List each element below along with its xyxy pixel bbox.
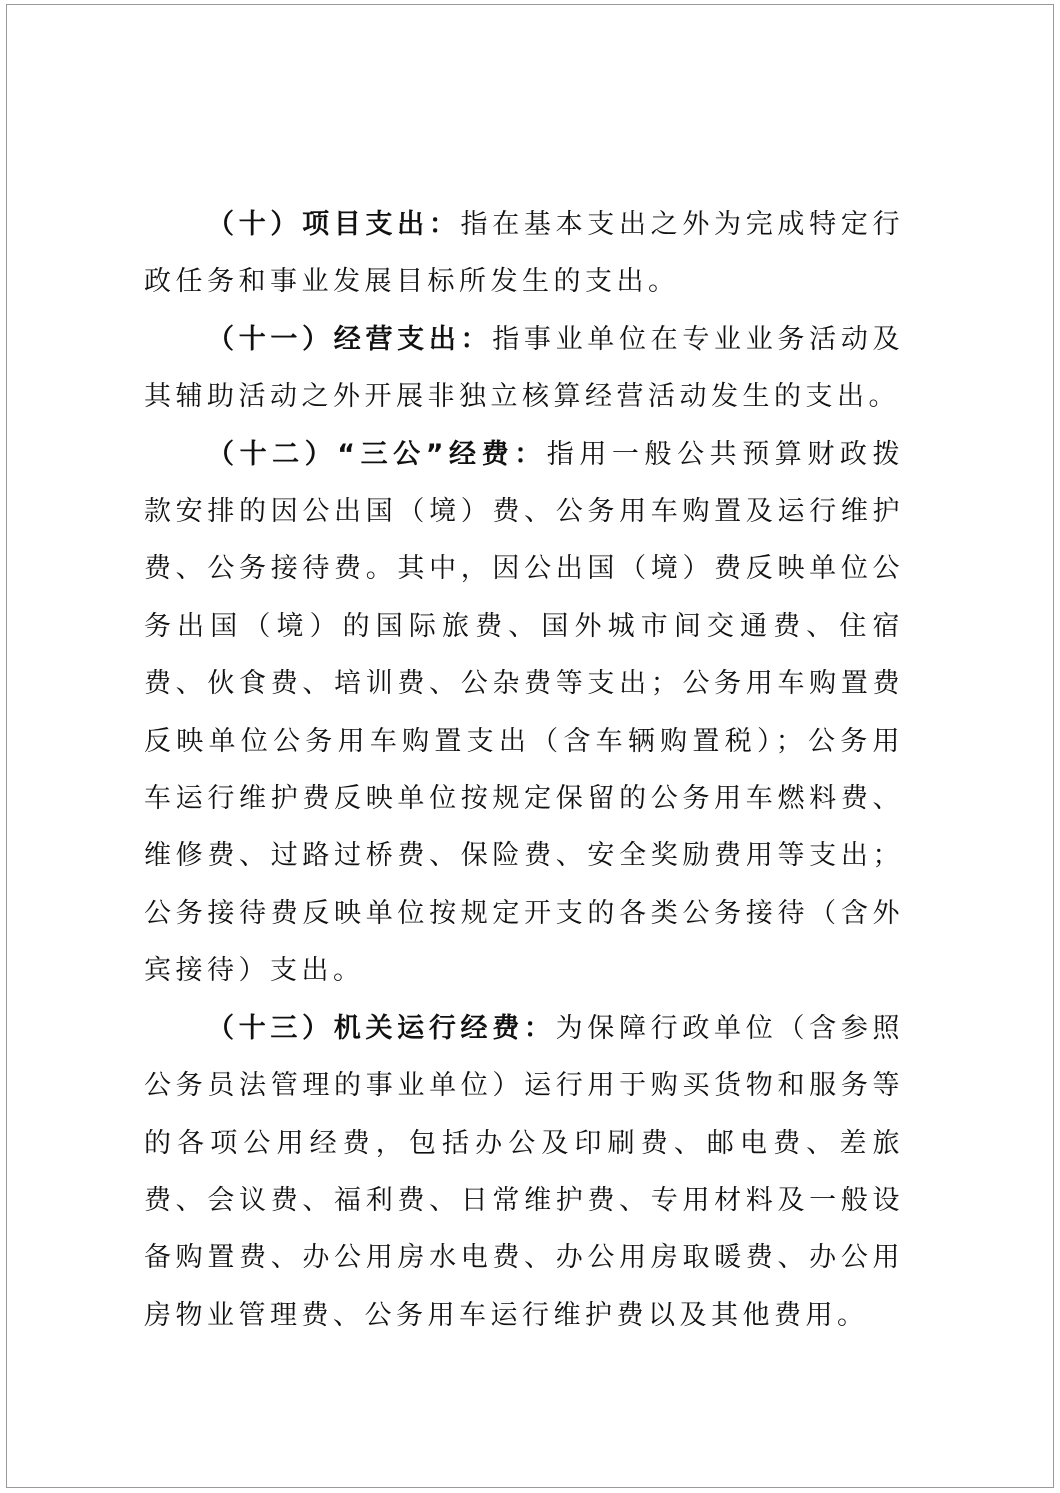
definition-three-public-funds: 指用一般公共预算财政拨款安排的因公出国（境）费、公务用车购置及运行维护费、公务接待费。其中，因公出国（境）费反映单位公务出国（境）的国际旅费、国外城市间交通费、住宿费、伙食费、培训费、公杂费等支出；公务用车购置费反映单位公务用车购置支出（含车辆购置税）；公务用车运行维护费反映单位按规定保留的公务用车燃料费、维修费、过路过桥费、保险费、安全奖励费用等支出；公务接待费反映单位按规定开支的各类公务接待（含外宾接待）支出。 — [144, 438, 904, 987]
definition-project-expenditure: 指在基本支出之外为完成特定行政任务和事业发展目标所发生的支出。 — [144, 209, 905, 298]
term-operating-expenditure: （十一）经营支出： — [207, 323, 493, 355]
paragraph-operating-expenditure — [144, 311, 904, 426]
document-body — [144, 196, 904, 1344]
document-page — [6, 4, 1054, 1488]
term-three-public-funds: （十二）“三公”经费： — [207, 438, 547, 470]
term-agency-operating-funds: （十三）机关运行经费： — [207, 1012, 556, 1044]
paragraph-three-public-funds — [144, 426, 904, 1000]
definition-operating-expenditure: 指事业单位在专业业务活动及其辅助活动之外开展非独立核算经营活动发生的支出。 — [144, 323, 905, 413]
definition-agency-operating-funds: 为保障行政单位（含参照公务员法管理的事业单位）运行用于购买货物和服务等的各项公用经费，包括办公及印刷费、邮电费、差旅费、会议费、福利费、日常维护费、专用材料及一般设备购置费、办公用房水电费、办公用房取暖费、办公用房物业管理费、公务用车运行维护费以及其他费用。 — [144, 1012, 905, 1331]
term-project-expenditure: （十）项目支出： — [207, 209, 461, 240]
paragraph-agency-operating-funds — [144, 1000, 904, 1344]
paragraph-project-expenditure — [144, 196, 904, 311]
